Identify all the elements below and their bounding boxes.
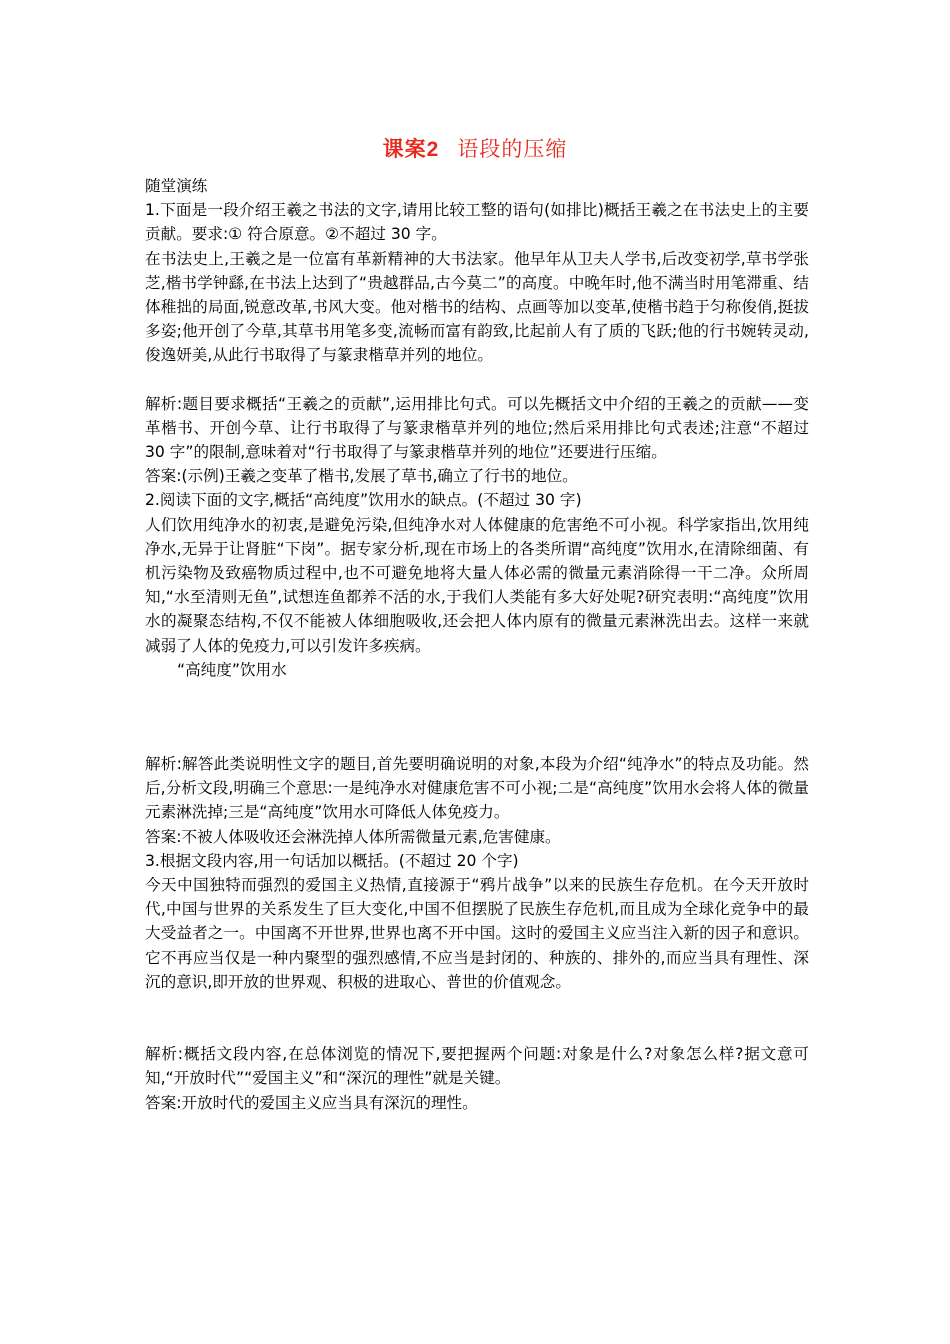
answer-3: 答案:开放时代的爱国主义应当具有深沉的理性。 xyxy=(145,1093,478,1112)
question-1: 1.下面是一段介绍王羲之书法的文字,请用比较工整的语句(如排比)概括王羲之在书法史上的主要贡献。要求:① 符合原意。②不超过 30 字。 xyxy=(145,201,809,244)
answer-1: 答案:(示例)王羲之变革了楷书,发展了草书,确立了行书的地位。 xyxy=(145,467,578,486)
question-2: 2.阅读下面的文字,概括“高纯度”饮用水的缺点。(不超过 30 字) xyxy=(145,491,582,510)
answer-2: 答案:不被人体吸收还会淋洗掉人体所需微量元素,危害健康。 xyxy=(145,827,561,846)
analysis-3: 解析:概括文段内容,在总体浏览的情况下,要把握两个问题:对象是什么?对象怎么样?据文意可知,“开放时代”“爱国主义”和“深沉的理性”就是关键。 xyxy=(145,1045,809,1088)
title-text: 语段的压缩 xyxy=(457,137,568,161)
page-title xyxy=(0,134,950,165)
section-label: 随堂演练 xyxy=(145,177,208,195)
blank-prompt-2: “高纯度”饮用水 xyxy=(177,660,287,679)
analysis-1: 解析:题目要求概括“王羲之的贡献”,运用排比句式。可以先概括文中介绍的王羲之的贡献——变革楷书、开创今草、让行书取得了与篆隶楷草并列的地位;然后采用排比句式表述;注意“不超过 30 字”的限制,意味着对“行书取得了与篆隶楷草并列的地位”还要进行压缩。 xyxy=(145,394,809,462)
passage-2: 人们饮用纯净水的初衷,是避免污染,但纯净水对人体健康的危害绝不可小视。科学家指出,饮用纯净水,无异于让肾脏“下岗”。据专家分析,现在市场上的各类所谓“高纯度”饮用水,在清除细菌、有机污染物及致癌物质过程中,也不可避免地将大量人体必需的微量元素消除得一干二净。众所周知,“水至清则无鱼”,试想连鱼都养不活的水,于我们人类能有多大好处呢?研究表明:“高纯度”饮用水的凝聚态结构,不仅不能被人体细胞吸收,还会把人体内原有的微量元素淋洗出去。这样一来就减弱了人体的免疫力,可以引发许多疾病。 xyxy=(145,515,809,655)
title-number: 课案2 xyxy=(382,138,440,161)
document-body xyxy=(145,174,809,1115)
answer-space-2 xyxy=(145,682,809,752)
question-3: 3.根据文段内容,用一句话加以概括。(不超过 20 个字) xyxy=(145,851,519,870)
passage-1: 在书法史上,王羲之是一位富有革新精神的大书法家。他早年从卫夫人学书,后改变初学,草书学张芝,楷书学钟繇,在书法上达到了“贵越群品,古今莫二”的高度。中晚年时,他不满当时用笔滞重、结体稚拙的局面,锐意改革,书风大变。他对楷书的结构、点画等加以变革,使楷书趋于匀称俊俏,挺拔多姿;他开创了今草,其草书用笔多变,流畅而富有韵致,比起前人有了质的飞跃;他的行书婉转灵动,俊逸妍美,从此行书取得了与篆隶楷草并列的地位。 xyxy=(145,249,809,365)
passage-3: 今天中国独特而强烈的爱国主义热情,直接源于“鸦片战争”以来的民族生存危机。在今天开放时代,中国与世界的关系发生了巨大变化,中国不但摆脱了民族生存危机,而且成为全球化竞争中的最大受益者之一。中国离不开世界,世界也离不开中国。这时的爱国主义应当注入新的因子和意识。它不再应当仅是一种内聚型的强烈感情,不应当是封闭的、种族的、排外的,而应当具有理性、深沉的意识,即开放的世界观、积极的进取心、普世的价值观念。 xyxy=(145,876,809,991)
answer-space-1 xyxy=(145,368,809,392)
answer-space-3 xyxy=(145,994,809,1042)
analysis-2: 解析:解答此类说明性文字的题目,首先要明确说明的对象,本段为介绍“纯净水”的特点及功能。然后,分析文段,明确三个意思:一是纯净水对健康危害不可小视;二是“高纯度”饮用水会将人体的微量元素淋洗掉;三是“高纯度”饮用水可降低人体免疫力。 xyxy=(145,755,809,822)
